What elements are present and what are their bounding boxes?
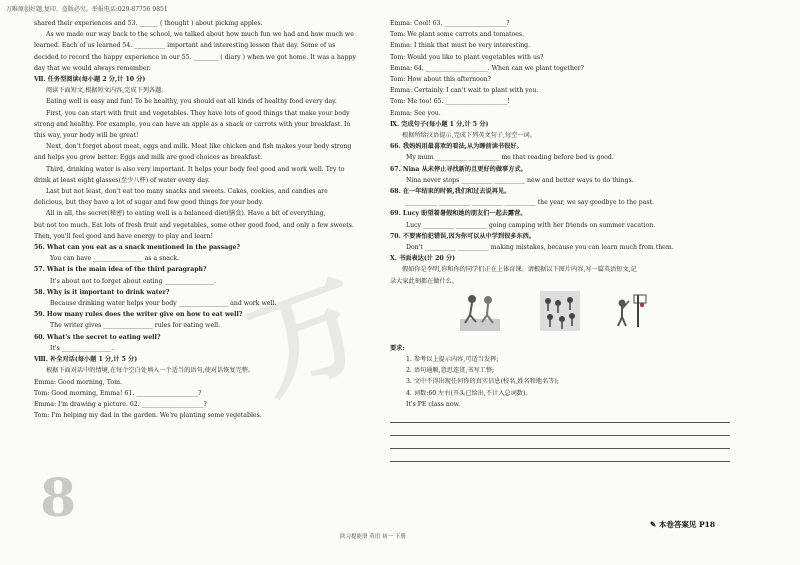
- left-line: The writer gives ________________ rules for eating well.: [50, 322, 221, 330]
- right-line: Emma: I think that must be very interesting.: [390, 42, 531, 50]
- essay-start: It's PE class now.: [406, 400, 461, 408]
- right-line: X. 书面表达(计 20 分): [390, 255, 456, 263]
- requirement-item: 3. 文中不得出现任何你的真实信息(校名,姓名和地名等);: [406, 378, 559, 386]
- right-line: Nina never stops __________ __________ new and better ways to do things.: [406, 176, 634, 184]
- right-line: 68. 在一年结束的时候,我们和过去说再见。: [390, 188, 511, 196]
- right-line: Ⅸ. 完成句子(每小题 1 分,计 5 分): [390, 120, 489, 128]
- writing-line[interactable]: [390, 436, 730, 449]
- running-picture: [460, 291, 500, 331]
- left-line: Eating well is easy and fun! To be healthy, you should eat all kinds of healthy food every day.: [46, 98, 337, 106]
- right-line: __________ __________ __________ __________ the year, we say goodbye to the past.: [406, 199, 655, 207]
- right-line: Tom: How about this afternoon?: [390, 76, 491, 84]
- right-line: Tom: Me too! 65. ____________________!: [390, 98, 510, 106]
- left-line: this way, your body will be great!: [34, 132, 139, 140]
- left-line: It's about not to forget about eating ________________.: [50, 277, 216, 285]
- right-line: Emma: Certainly. I can't wait to plant with you.: [390, 87, 539, 95]
- requirements-title: 要求:: [390, 344, 405, 352]
- left-line: Ⅶ. 任务型阅读(每小题 2 分,计 10 分): [34, 76, 146, 84]
- left-line: strong and healthy. For example, you can have an apple as a snack or carrots with your breakfast. In: [34, 120, 351, 128]
- writing-line[interactable]: [390, 410, 730, 423]
- left-line: 59. How many rules does the writer give on how to eat well?: [34, 311, 243, 319]
- right-line: Emma: See you.: [390, 109, 441, 117]
- footer: 陕习提能册 英语 初一 下册: [340, 534, 406, 540]
- left-line: Tom: Good morning, Emma! 61. ____________________?: [34, 389, 202, 397]
- right-line: 69. Lucy 盼望着暑假和她的朋友们一起去露营。: [390, 210, 527, 218]
- left-line: Emma: I'm drawing a picture. 62. ____________________?: [34, 400, 207, 408]
- basketball-picture: [612, 291, 652, 331]
- page-number-large: 8: [40, 468, 77, 529]
- watermark: 万: [234, 257, 382, 417]
- left-column: [34, 18, 372, 421]
- right-line: My mum __________ __________ me that reading before bed is good.: [406, 154, 614, 162]
- requirement-item: 2. 语句通顺,意思连贯,书写工整;: [406, 367, 495, 375]
- left-line: 根据下面对话中的情境,在每个空白处填入一个适当的语句,使对话恢复完整。: [46, 367, 255, 375]
- left-line: It's ________________.: [50, 344, 114, 352]
- left-line: Next, don't forget about meat, eggs and milk. Meat like chicken and fish makes your body strong: [46, 143, 352, 151]
- right-text: [390, 18, 730, 287]
- header-notice: 万唯原创好题,复印、盗版必究。举报电话:029-87756 9851: [6, 6, 168, 13]
- requirement-item: 1. 参考以上提示内容,可适当发挥;: [406, 356, 499, 364]
- writing-line[interactable]: [390, 423, 730, 436]
- left-line: Tom: I'm helping my dad in the garden. We're planting some vegetables.: [34, 412, 262, 420]
- left-line: First, you can start with fruit and vegetables. They have lots of good things that make your body: [46, 109, 350, 117]
- right-line: Lucy __________ __________ going camping with her friends on summer vacation.: [406, 221, 656, 229]
- right-line: 66. 我妈妈用最喜欢的看法,从为睡前读书很好。: [390, 143, 523, 151]
- picture-row: [390, 291, 730, 339]
- left-line: 57. What is the main idea of the third paragraph?: [34, 266, 207, 274]
- right-line: 根据所给汉语提示,完成下列英文句子,每空一词。: [402, 132, 536, 140]
- left-line: drink at least eight glasses(至少八杯) of water every day.: [34, 176, 210, 184]
- left-line: Third, drinking water is also very important. It helps your body feel good and work well. Try to: [46, 165, 345, 173]
- requirements-list: [390, 354, 730, 399]
- left-line: decided to record the happy experience in our 55. ________ ( diary ) when we got home. It was a happy: [34, 53, 356, 61]
- right-line: 70. 不要害怕犯错误,因为你可以从中学到很多东西。: [390, 232, 536, 240]
- right-line: Tom: Would you like to plant vegetables with us?: [390, 53, 544, 61]
- left-line: 阅读下面短文,根据短文内容,完成下列各题。: [46, 87, 168, 95]
- left-line: 56. What can you eat as a snack mentioned in the passage?: [34, 244, 241, 252]
- answer-reference-text: 本卷答案见 P18: [658, 520, 716, 529]
- right-column: [390, 18, 730, 462]
- left-line: You can have ________________ as a snack.: [50, 255, 180, 263]
- right-line: Don't __________ __________ making mistakes, because you can learn much from them.: [406, 244, 674, 252]
- requirement-item: 4. 词数:60 左右(开头已给出,不计入总词数)。: [406, 389, 532, 397]
- left-line: shared their experiences and 53. ______ ( thought ) about picking apples.: [34, 20, 263, 27]
- right-line: Tom: We plant some carrots and tomatoes.: [390, 31, 525, 39]
- left-line: Last but not least, don't eat too many snacks and sweets. Cakes, cookies, and candies are: [46, 188, 328, 196]
- left-line: learned. Each of us learned 54. __________ important and interesting lesson that day. Some of us: [34, 42, 336, 50]
- left-line: 58. Why is it important to drink water?: [34, 288, 170, 296]
- left-line: but not too much. Eat lots of fresh fruit and vegetables, some other good food, and only a few sweets.: [34, 221, 354, 229]
- right-line: 67. Nina 从未停止寻找新的且更好的做事方式。: [390, 165, 527, 173]
- right-line: Emma: Cool! 63. ____________________?: [390, 20, 510, 27]
- left-line: Then, you'll feel good and have energy to play and learn!: [34, 232, 214, 240]
- left-line: As we made our way back to the school, we talked about how much fun we had and how much we: [46, 31, 354, 39]
- left-line: delicious, but they have a lot of sugar and few good things for your body.: [34, 199, 264, 207]
- left-line: All in all, the secret(秘密) to eating well is a balanced diet(膳食). Have a bit of everything,: [46, 210, 326, 218]
- left-line: and helps you grow better. Eggs and milk are good choices as breakfast.: [34, 154, 263, 162]
- left-line: Emma: Good morning, Tom.: [34, 378, 122, 386]
- pencil-icon: ✎: [650, 520, 659, 529]
- left-line: Because drinking water helps your body ________________ and work well.: [50, 300, 277, 308]
- left-line: Ⅷ. 补全对话(每小题 1 分,计 5 分): [34, 356, 138, 364]
- ball-game-picture: [540, 291, 580, 331]
- right-line: Emma: 64. ____________________. When can we plant together?: [390, 64, 584, 72]
- right-line: 录大家此刻都在做什么。: [390, 277, 459, 285]
- left-line: day that we would always remember.: [34, 64, 151, 72]
- left-line: 60. What's the secret to eating well?: [34, 333, 161, 341]
- writing-line[interactable]: [390, 449, 730, 462]
- answer-reference: [650, 519, 715, 530]
- right-line: 假如你是李明,你和你的同学们正在上体育课。请根据以下图片内容,写一篇英语短文,记: [402, 266, 637, 274]
